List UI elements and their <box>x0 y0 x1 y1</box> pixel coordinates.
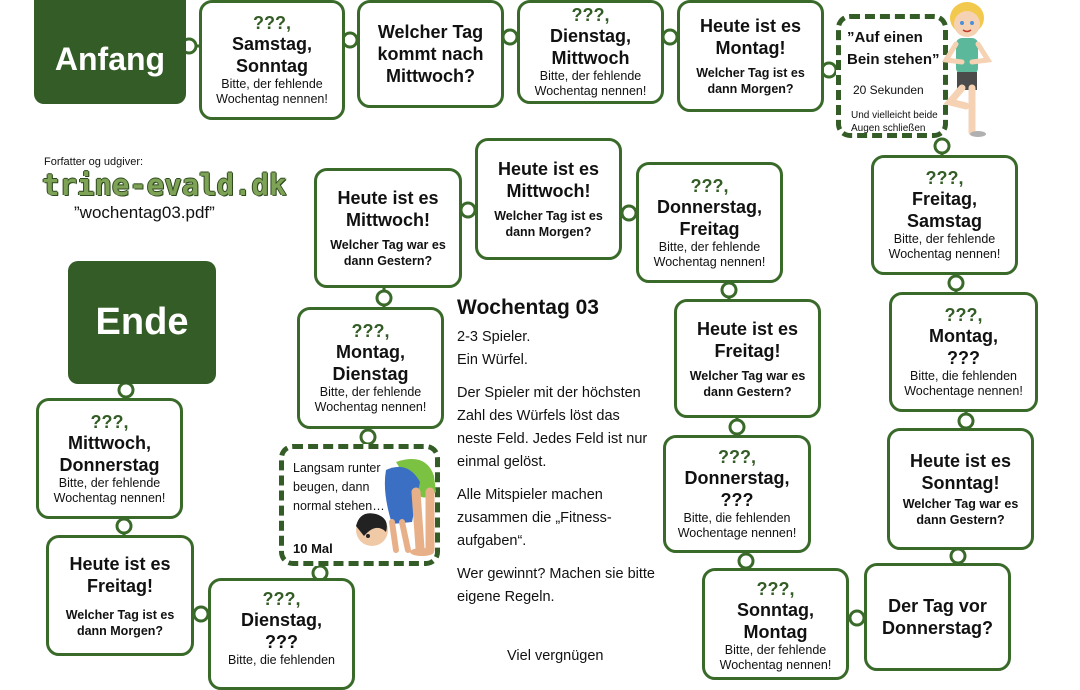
field-question-marks: ???, <box>351 321 390 341</box>
field-question-marks: ???, <box>690 175 729 196</box>
field-text: Donnerstag, Freitag <box>656 196 762 239</box>
field-question: Welcher Tag war es dann Gestern? <box>902 497 1019 527</box>
field-8 <box>864 563 1011 671</box>
field-14 <box>314 168 462 288</box>
field-instruction: Bitte, die fehlenden <box>227 653 336 667</box>
field-instruction: Bitte, der fehlende Wochentag nennen! <box>216 77 328 106</box>
field-text: Dienstag, Mittwoch <box>549 26 632 68</box>
field-question: Welcher Tag ist es dann Morgen? <box>494 209 603 239</box>
field-instruction: Bitte, der fehlende Wochentag nennen! <box>53 475 166 505</box>
field-1 <box>199 0 345 120</box>
author-label: Forfatter og udgiver: <box>44 156 144 168</box>
field-text: Dienstag, ??? <box>240 610 323 652</box>
file-name: ”wochentag03.pdf” <box>74 203 215 222</box>
start-box <box>34 0 186 104</box>
field-18 <box>36 398 183 519</box>
field-text: Heute ist es Mittwoch! <box>497 159 600 201</box>
field-3 <box>517 0 664 104</box>
girl-balancing-illustration <box>936 0 998 140</box>
field-text: Heute ist es Sonntag! <box>909 451 1012 493</box>
boy-bending-illustration <box>346 452 440 560</box>
field-7 <box>887 428 1034 550</box>
field-question-marks: ???, <box>262 589 301 609</box>
field-text: Sonntag, Montag <box>737 600 814 642</box>
rules-title: Wochentag 03 <box>457 296 599 319</box>
end-label: Ende <box>95 301 189 343</box>
field-question: Welcher Tag ist es dann Morgen? <box>65 607 175 638</box>
field-17 <box>46 535 194 656</box>
field-instruction: Bitte, der fehlende Wochentag nennen! <box>314 385 427 414</box>
field-question-marks: ???, <box>253 13 291 33</box>
field-question: Welcher Tag ist es dann Morgen? <box>696 66 805 96</box>
field-text: Heute ist es Montag! <box>699 16 802 58</box>
field-11 <box>674 299 821 418</box>
rules-main: Der Spieler mit der höchsten Zahl des Würfels löst das neste Feld. Jedes Feld ist nur einmal gelöst. <box>457 385 648 470</box>
field-question-marks: ???, <box>925 168 964 188</box>
fitness-title: ”Auf einen Bein stehen” <box>847 29 940 68</box>
field-instruction: Bitte, die fehlenden Wochentage nennen! <box>677 511 797 540</box>
field-text: Heute ist es Freitag! <box>69 553 171 596</box>
field-question-marks: ???, <box>718 447 756 467</box>
field-text: Donnerstag, ??? <box>684 468 790 510</box>
field-question-marks: ???, <box>571 5 610 25</box>
field-2 <box>357 0 504 108</box>
field-instruction: Bitte, der fehlende Wochentag nennen! <box>888 232 1001 261</box>
rules-closing: Viel vergnügen <box>507 648 604 664</box>
field-question: Welcher Tag war es dann Gestern? <box>689 368 806 399</box>
field-text: Heute ist es Freitag! <box>696 318 799 361</box>
field-instruction: Bitte, der fehlende Wochentag nennen! <box>719 643 832 672</box>
field-5 <box>871 155 1018 275</box>
field-text: Montag, Dienstag <box>332 342 409 384</box>
rules-winner: Wer gewinnt? Machen sie bitte eigene Regeln. <box>457 566 656 605</box>
field-question-marks: ???, <box>90 411 129 432</box>
field-6 <box>889 292 1038 412</box>
field-13 <box>475 138 622 260</box>
fitness-text: Langsam runter beugen, dann normal stehen… <box>293 461 385 513</box>
field-instruction: Bitte, der fehlende Wochentag nennen! <box>534 69 647 98</box>
field-instruction: Bitte, die fehlenden Wochentage nennen! <box>904 369 1023 398</box>
field-question-marks: ???, <box>756 579 795 599</box>
site-logo: trine-evald.dk <box>42 168 287 202</box>
rules-panel <box>457 296 667 664</box>
start-label: Anfang <box>54 40 166 77</box>
field-text: Freitag, Samstag <box>906 189 983 231</box>
field-4 <box>677 0 824 112</box>
fitness-task-1 <box>836 14 948 138</box>
field-instruction: Bitte, der fehlende Wochentag nennen! <box>653 239 766 269</box>
field-text: Samstag, Sonntag <box>231 34 313 76</box>
field-15 <box>297 307 444 429</box>
fitness-count: 10 Mal <box>293 541 333 556</box>
field-9 <box>702 568 849 680</box>
field-12 <box>636 162 783 283</box>
field-16 <box>208 578 355 690</box>
end-box <box>68 261 216 384</box>
fitness-duration: 20 Sekunden <box>853 83 924 97</box>
field-text: Montag, ??? <box>929 326 998 368</box>
rules-players: 2-3 Spieler. Ein Würfel. <box>457 329 531 368</box>
field-question-marks: ???, <box>944 305 983 325</box>
fitness-note: Und vielleicht beide Augen schließen <box>851 110 938 134</box>
field-text: Welcher Tag kommt nach Mittwoch? <box>377 22 484 86</box>
field-text: Heute ist es Mittwoch! <box>337 188 439 230</box>
field-question: Welcher Tag war es dann Gestern? <box>330 238 446 268</box>
field-text: Mittwoch, Donnerstag <box>59 432 160 475</box>
field-text: Der Tag vor Donnerstag? <box>881 596 993 638</box>
field-10 <box>663 435 811 553</box>
rules-fitness: Alle Mitspieler machen zusammen die „Fitness-aufgaben“. <box>457 487 612 549</box>
